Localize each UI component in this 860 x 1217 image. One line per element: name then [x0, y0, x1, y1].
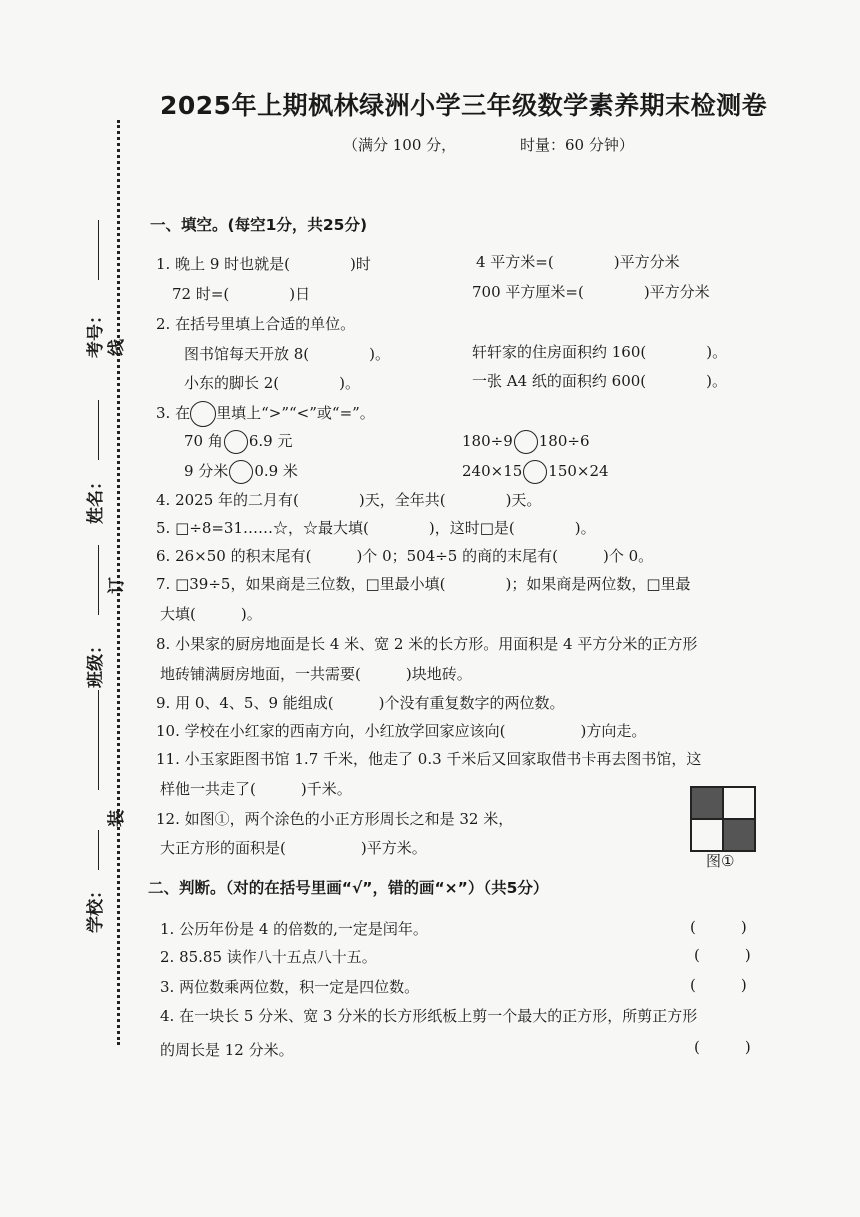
q11b: 样他一共走了( )千米。	[160, 780, 352, 798]
q1d: 700 平方厘米=( )平方分米	[472, 283, 710, 301]
judge-4b: 的周长是 12 分米。	[160, 1041, 294, 1059]
q3a-right: 6.9 元	[248, 432, 293, 450]
q9: 9. 用 0、4、5、9 能组成( )个没有重复数字的两位数。	[156, 694, 565, 712]
q3c	[184, 460, 298, 484]
fig-br-shaded	[723, 819, 755, 851]
banji-label: 班级：	[86, 637, 106, 688]
judge-3: 3. 两位数乘两位数，积一定是四位数。	[160, 978, 420, 996]
banji-blank-lower	[98, 690, 99, 790]
q2: 2. 在括号里填上合适的单位。	[156, 315, 356, 333]
q2a: 图书馆每天开放 8( )。	[184, 345, 391, 363]
q1a: 1. 晚上 9 时也就是( )时	[156, 255, 371, 273]
xuexiao-blank	[98, 830, 99, 870]
q10: 10. 学校在小红家的西南方向，小红放学回家应该向( )方向走。	[156, 722, 647, 740]
zhuang-mark: 装	[107, 810, 127, 827]
compare-circle-icon[interactable]	[523, 460, 547, 484]
compare-circle-icon	[190, 401, 216, 427]
q3c-right: 0.9 米	[254, 462, 298, 480]
compare-circle-icon[interactable]	[229, 460, 253, 484]
q3	[156, 401, 375, 427]
figure-1-square	[690, 786, 756, 852]
section2-heading: 二、判断。（对的在括号里画“√”，错的画“×”）（共5分）	[148, 879, 549, 897]
fig-bl	[691, 819, 723, 851]
q2b: 轩轩家的住房面积约 160( )。	[472, 343, 728, 361]
q3b-left: 180÷9	[462, 432, 513, 450]
judge-1: 1. 公历年份是 4 的倍数的,一定是闰年。	[160, 920, 428, 938]
fig-tr	[723, 787, 755, 819]
judge-4-paren[interactable]: ( )	[694, 1038, 751, 1056]
kaohao-blank	[98, 220, 99, 280]
xian-mark: 线	[107, 339, 127, 356]
q3-prefix: 3. 在	[156, 404, 191, 422]
q6: 6. 26×50 的积末尾有( )个 0；504÷5 的商的末尾有( )个 0。	[156, 547, 654, 565]
q1c: 72 时=( )日	[172, 285, 311, 303]
q3-suffix: 里填上“>”“<”或“=”。	[216, 404, 375, 422]
time-limit: 时量：60 分钟）	[520, 136, 634, 154]
q3b	[462, 430, 590, 454]
fig-tl-shaded	[691, 787, 723, 819]
q2d: 一张 A4 纸的面积约 600( )。	[472, 372, 728, 390]
banji-blank	[98, 545, 99, 615]
q12a: 12. 如图①，两个涂色的小正方形周长之和是 32 米，	[156, 810, 514, 828]
q4: 4. 2025 年的二月有( )天，全年共( )天。	[156, 491, 542, 509]
q8a: 8. 小果家的厨房地面是长 4 米、宽 2 米的长方形。用面积是 4 平方分米的正方形	[156, 635, 698, 653]
judge-2-paren[interactable]: ( )	[694, 946, 751, 964]
q7a: 7. □39÷5，如果商是三位数，□里最小填( )；如果商是两位数，□里最	[156, 575, 691, 593]
judge-4a: 4. 在一块长 5 分米、宽 3 分米的长方形纸板上剪一个最大的正方形，所剪正方形	[160, 1007, 698, 1025]
judge-1-paren[interactable]: ( )	[690, 918, 747, 936]
page-title: 2025年上期枫林绿洲小学三年级数学素养期末检测卷	[160, 91, 768, 120]
kaohao-label: 考号：	[86, 307, 106, 358]
q3a-left: 70 角	[184, 432, 223, 450]
q1b: 4 平方米=( )平方分米	[476, 253, 680, 271]
xuexiao-label: 学校：	[86, 882, 106, 933]
q11a: 11. 小玉家距图书馆 1.7 千米，他走了 0.3 千米后又回家取借书卡再去图书馆，这	[156, 750, 702, 768]
q3a	[184, 430, 292, 454]
q3d-right: 150×24	[548, 462, 609, 480]
compare-circle-icon[interactable]	[224, 430, 248, 454]
ding-mark: 订	[107, 577, 127, 594]
q3c-left: 9 分米	[184, 462, 229, 480]
compare-circle-icon[interactable]	[514, 430, 538, 454]
q8b: 地砖铺满厨房地面，一共需要( )块地砖。	[160, 665, 472, 683]
q3d	[462, 460, 609, 484]
section1-heading: 一、填空。(每空1分，共25分)	[150, 216, 368, 234]
judge-3-paren[interactable]: ( )	[690, 976, 747, 994]
q3d-left: 240×15	[462, 462, 523, 480]
full-score: （满分 100 分，	[343, 136, 457, 154]
q3b-right: 180÷6	[538, 432, 590, 450]
q2c: 小东的脚长 2( )。	[184, 374, 361, 392]
xingming-label: 姓名：	[86, 473, 106, 524]
judge-2: 2. 85.85 读作八十五点八十五。	[160, 948, 377, 966]
figure-1-label: 图①	[706, 852, 735, 870]
q5: 5. □÷8=31……☆，☆最大填( )，这时□是( )。	[156, 519, 596, 537]
q12b: 大正方形的面积是( )平方米。	[160, 839, 427, 857]
q7b: 大填( )。	[160, 605, 262, 623]
xingming-blank	[98, 400, 99, 460]
